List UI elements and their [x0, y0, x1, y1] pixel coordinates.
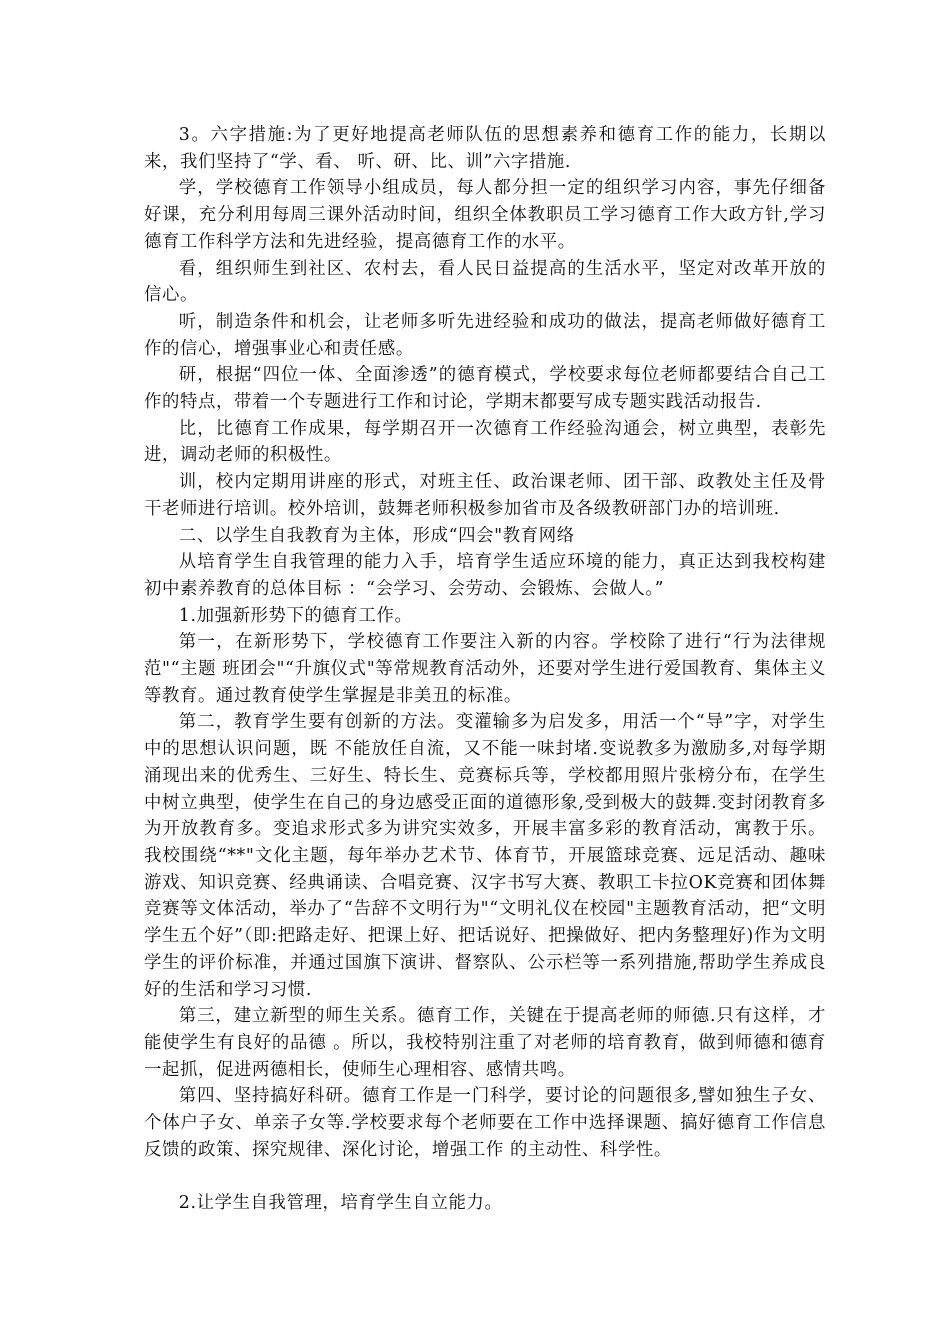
paragraph-listen: 听，制造条件和机会，让老师多听先进经验和成功的做法，提高老师做好德育工作的信心，增强事业心和责任感。 — [144, 311, 826, 359]
paragraph-train: 训，校内定期用讲座的形式，对班主任、政治课老师、团干部、政教处主任及骨干老师进行培训。校外培训，鼓舞老师积极参加省市及各级教研部门办的培训班. — [144, 472, 826, 519]
paragraph-third: 第三，建立新型的师生关系。德育工作，关键在于提高老师的师德.只有这样，才能使学生有良好的品德 。所以，我校特别注重了对老师的培育教育，做到师德和德育一起抓，促进两德相长，使师生心理相容、感情共鸣。 — [144, 1006, 826, 1080]
paragraph-goal: 从培育学生自我管理的能力入手，培育学生适应环境的能力，真正达到我校构建初中素养教育的总体目标 ：“会学习、会劳动、会锻炼、会做人。” — [144, 552, 826, 599]
paragraph-observe: 看，组织师生到社区、农村去，看人民日益提高的生活水平，坚定对改革开放的信心。 — [144, 258, 826, 306]
subheading-two: 2.让学生自我管理，培育学生自立能力。 — [178, 1193, 503, 1214]
paragraph-research: 研，根据“四位一体、全面渗透”的德育模式，学校要求每位老师都要结合自己工作的特点，带着一个专题进行工作和讨论，学期末都要写成专题实践活动报告. — [144, 365, 826, 413]
paragraph-fourth: 第四、坚持搞好科研。德育工作是一门科学，要讨论的问题很多,譬如独生子女、个体户子女、单亲子女等.学校要求每个老师要在工作中选择课题、搞好德育工作信息反馈的政策、探究规律、深化讨论，增强工作 的主动性、科学性。 — [144, 1086, 826, 1160]
section-heading-two: 二、以学生自我教育为主体，形成“四会"教育网络 — [178, 525, 575, 546]
paragraph-study: 学，学校德育工作领导小组成员，每人都分担一定的组织学习内容，事先仔细备好课，充分利用每周三课外活动时间，组织全体教职员工学习德育工作大政方针,学习德育工作科学方法和先进经验，提高德育工作的水平。 — [144, 178, 826, 252]
blank-line — [144, 1163, 826, 1190]
paragraph-second: 第二，教育学生要有创新的方法。变灌输多为启发多，用活一个“导”字，对学生中的思想认识问题，既 不能放任自流，又不能一味封堵.变说教多为激励多,对每学期涌现出来的优秀生、三好生、特长生、竞赛标兵等，学校都用照片张榜分布，在学生中树立典型，使学生在自己的身边感受正面的道德形象,受到极大的鼓舞.变封闭教育多为开放教育多。变追求形式多为讲究实效多，开展丰富多彩的教育活动，寓教于乐。我校围绕“**"文化主题，每年举办艺术节、体育节，开展篮球竞赛、远足活动、趣味游戏、知识竞赛、经典诵读、合唱竞赛、汉字书写大赛、教职工卡拉OK竞赛和团体舞竞赛等文体活动，举办了“告辞不文明行为"“文明礼仪在校园"主题教育活动，把“文明学生五个好”（即:把路走好、把课上好、把话说好、把操做好、把内务整理好)作为文明学生的评价标准，并通过国旗下演讲、督察队、公示栏等一系列措施,帮助学生养成良好的生活和学习习惯. — [144, 712, 826, 1000]
document-page — [144, 122, 826, 1217]
paragraph-six-measures: 3。六字措施:为了更好地提高老师队伍的思想素养和德育工作的能力，长期以来，我们坚持了“学、看、 听、研、比、训”六字措施. — [144, 125, 826, 172]
paragraph-compare: 比，比德育工作成果，每学期召开一次德育工作经验沟通会，树立典型，表彰先进，调动老师的积极性。 — [144, 418, 826, 466]
paragraph-first: 第一，在新形势下，学校德育工作要注入新的内容。学校除了进行“行为法律规范"“主题 班团会"“升旗仪式"等常规教育活动外，还要对学生进行爱国教育、集体主义等教育。通过教育使学生掌握是非美丑的标准。 — [144, 632, 826, 706]
subheading-one: 1.加强新形势下的德育工作。 — [178, 605, 413, 626]
